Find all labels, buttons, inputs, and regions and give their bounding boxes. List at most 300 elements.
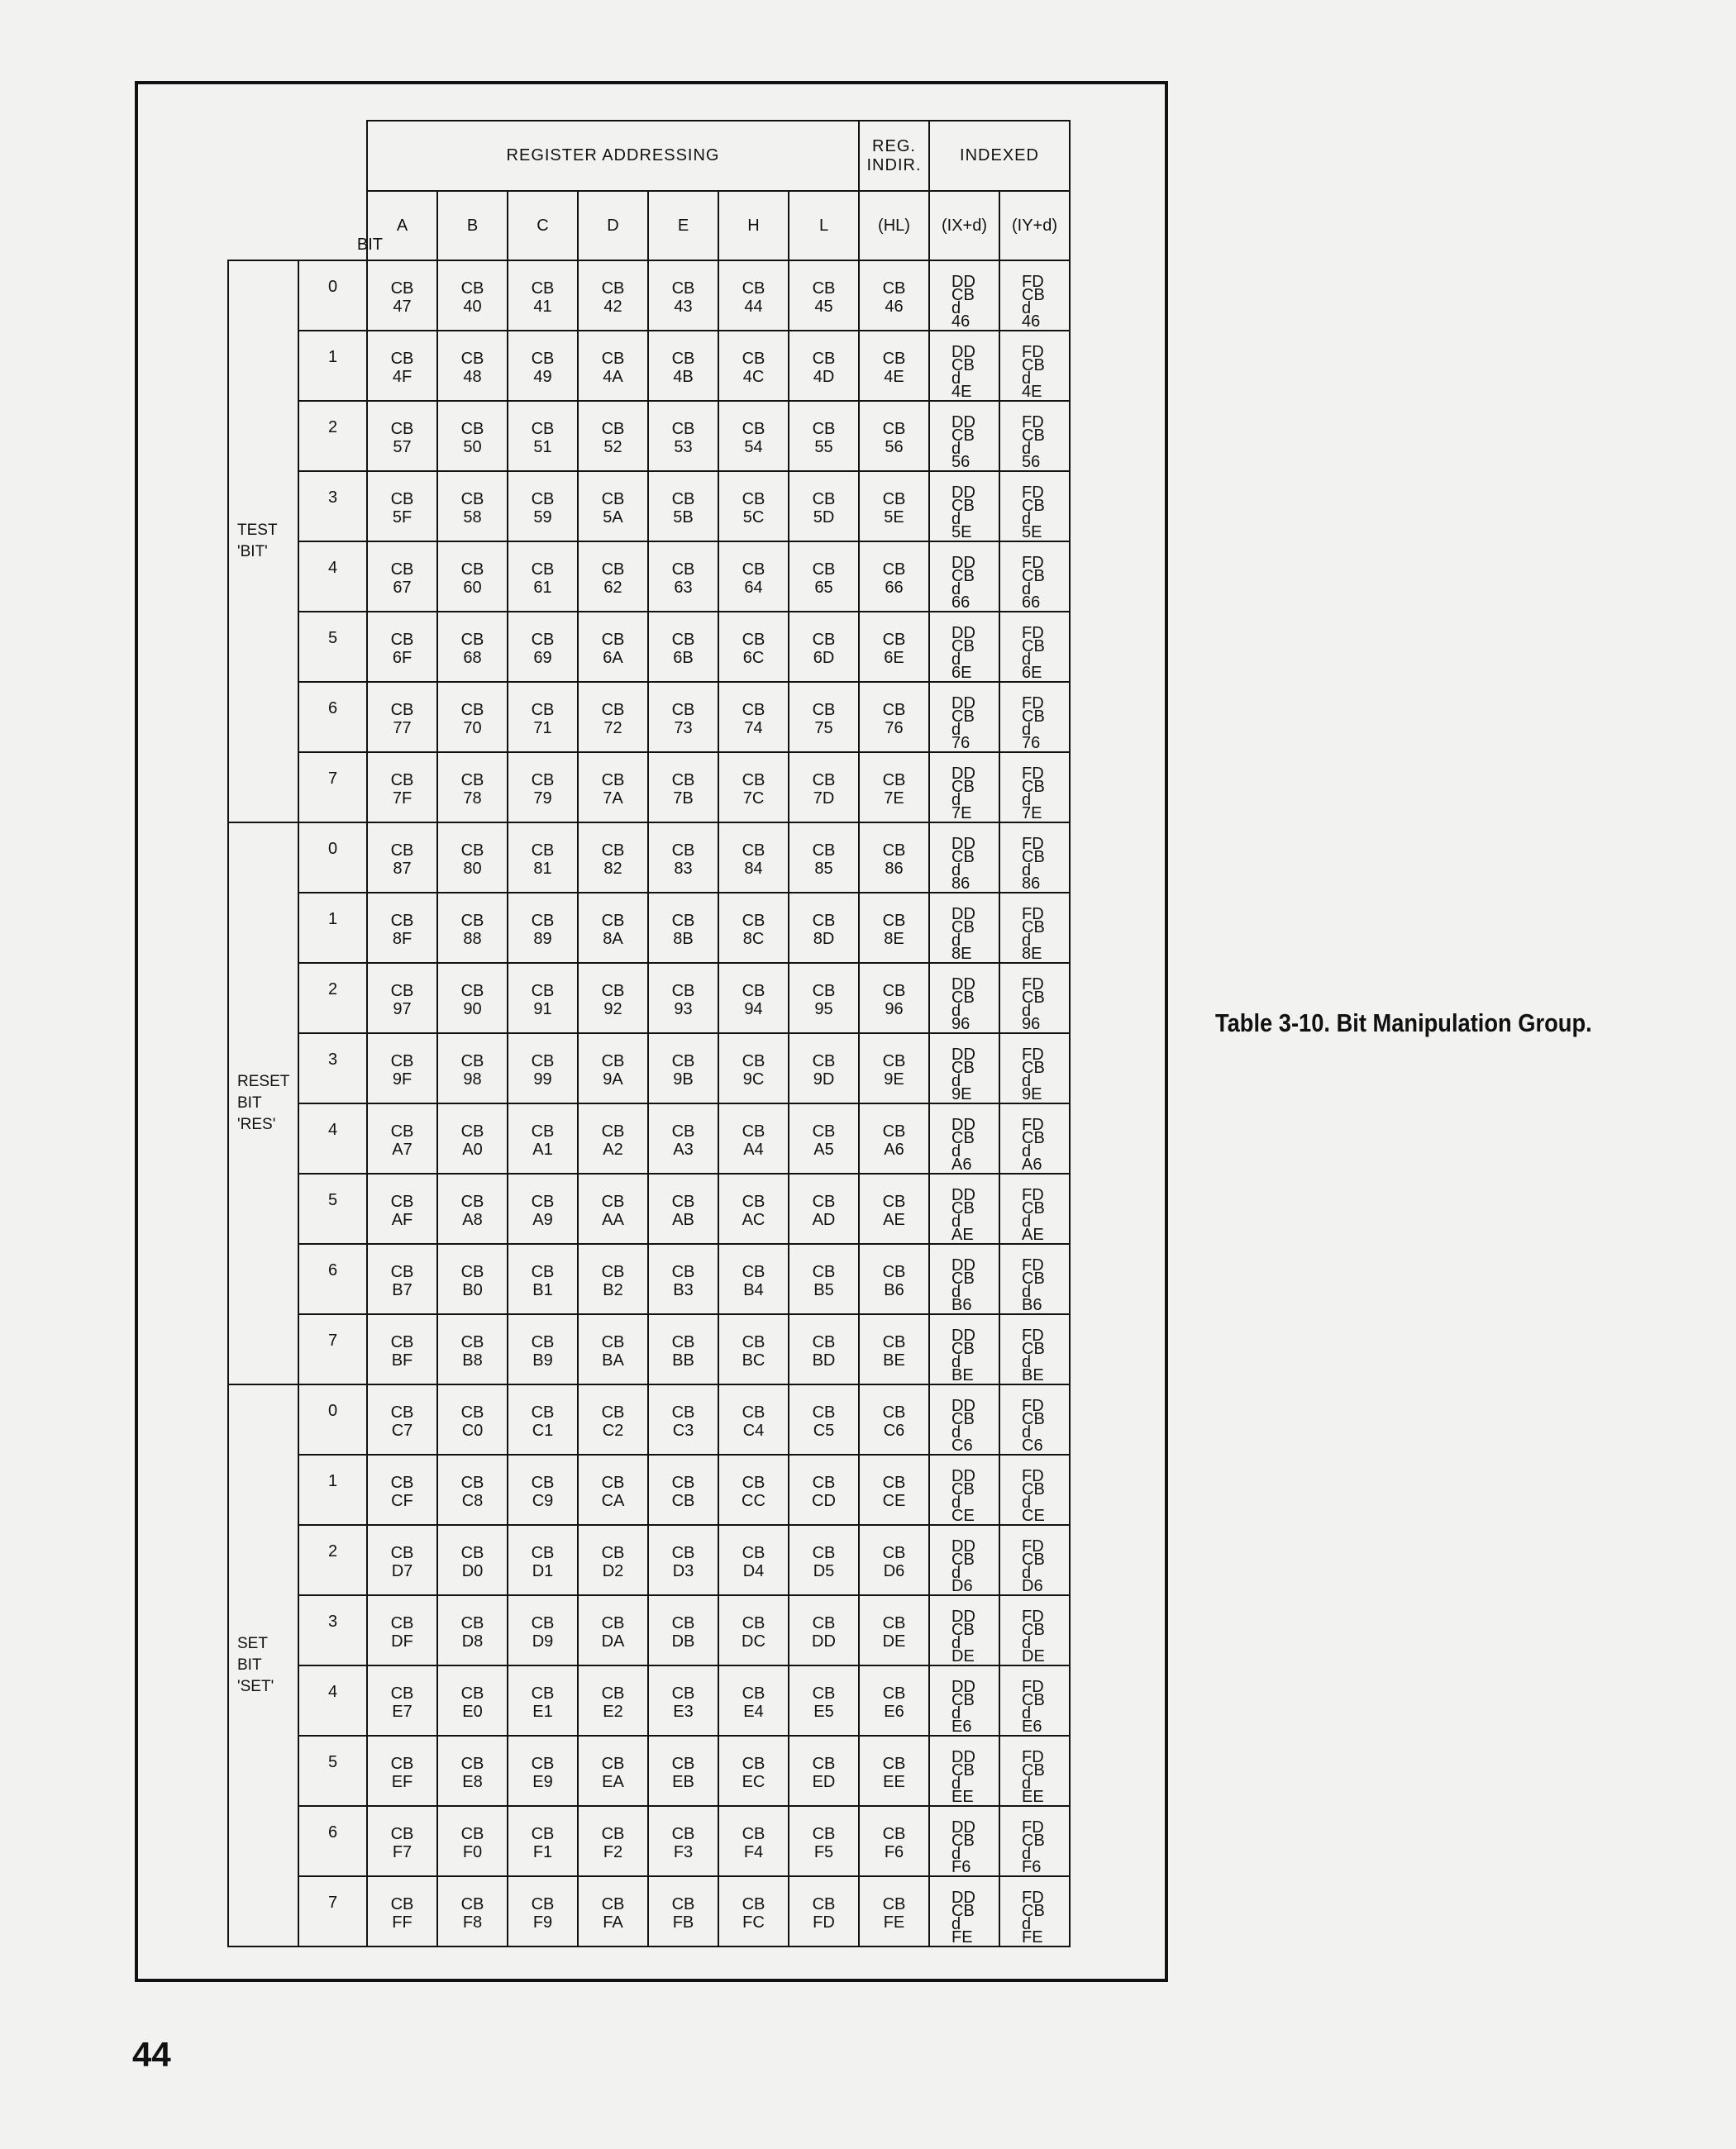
bit-number: 1 <box>298 893 367 963</box>
table-caption: Table 3-10. Bit Manipulation Group. <box>1215 1008 1592 1037</box>
opcode-prefix: CB <box>882 560 906 579</box>
opcode-prefix: CB <box>1022 1832 1045 1850</box>
displacement: d <box>951 369 961 388</box>
opcode-value: 80 <box>463 860 482 878</box>
opcode-cell <box>578 1736 648 1806</box>
opcode-value: 72 <box>603 719 622 737</box>
opcode-value: 94 <box>744 1000 763 1018</box>
opcode-cell <box>789 1103 859 1174</box>
table-row <box>228 1736 1070 1806</box>
displacement: d <box>1022 1775 1032 1793</box>
opcode-value: DB <box>671 1632 695 1651</box>
opcode-cell <box>859 1525 929 1595</box>
displacement: d <box>951 1142 961 1160</box>
opcode-prefix: CB <box>882 1614 906 1632</box>
opcode-value: BE <box>883 1351 905 1370</box>
indexed-cell-iy <box>999 1595 1070 1665</box>
opcode-value: 56 <box>1022 453 1041 471</box>
indexed-cell-iy <box>999 893 1070 963</box>
table-row <box>228 1384 1070 1455</box>
opcode-value: E4 <box>743 1703 764 1721</box>
opcode-cell <box>508 1103 578 1174</box>
opcode-prefix: CB <box>812 631 836 649</box>
opcode-value: ED <box>812 1773 836 1791</box>
opcode-prefix: CB <box>531 982 555 1000</box>
opcode-prefix: CB <box>882 771 906 789</box>
opcode-prefix: CB <box>1022 356 1045 374</box>
index-prefix: FD <box>1022 835 1044 853</box>
opcode-cell <box>508 331 578 401</box>
opcode-cell <box>437 471 508 541</box>
opcode-value: 56 <box>951 453 971 471</box>
opcode-prefix: CB <box>951 1059 975 1077</box>
opcode-prefix: CB <box>671 420 695 438</box>
table-row <box>228 471 1070 541</box>
indexed-cell-ix <box>929 963 999 1033</box>
opcode-cell <box>367 541 437 612</box>
opcode-value: 43 <box>674 298 693 316</box>
table-row <box>228 1455 1070 1525</box>
opcode-cell <box>508 893 578 963</box>
opcode-cell <box>789 963 859 1033</box>
opcode-prefix: CB <box>671 490 695 508</box>
opcode-prefix: CB <box>951 1340 975 1358</box>
indexed-cell-iy <box>999 1736 1070 1806</box>
opcode-cell <box>578 963 648 1033</box>
opcode-cell <box>718 1244 789 1314</box>
opcode-prefix: CB <box>390 1614 414 1632</box>
table-row <box>228 1525 1070 1595</box>
opcode-value: 85 <box>814 860 833 878</box>
opcode-cell <box>859 822 929 893</box>
opcode-value: DD <box>812 1632 836 1651</box>
opcode-cell <box>437 401 508 471</box>
opcode-value: C6 <box>883 1422 905 1440</box>
opcode-value: E9 <box>532 1773 553 1791</box>
opcode-value: 4F <box>392 368 413 386</box>
bit-number: 4 <box>298 541 367 612</box>
opcode-value: F2 <box>603 1843 623 1861</box>
opcode-cell <box>648 682 718 752</box>
opcode-prefix: CB <box>601 560 625 579</box>
opcode-prefix: CB <box>460 1825 484 1843</box>
opcode-prefix: CB <box>951 708 975 726</box>
index-prefix: FD <box>1022 1678 1044 1696</box>
opcode-cell <box>437 541 508 612</box>
opcode-cell <box>508 1244 578 1314</box>
opcode-cell <box>789 682 859 752</box>
index-prefix: FD <box>1022 694 1044 712</box>
group-label-line: BIT <box>237 1656 262 1674</box>
opcode-value: E2 <box>603 1703 623 1721</box>
opcode-prefix: CB <box>1022 708 1045 726</box>
opcode-value: C8 <box>461 1492 484 1510</box>
opcode-cell <box>648 260 718 331</box>
opcode-cell <box>508 1033 578 1103</box>
displacement: d <box>951 1213 961 1231</box>
opcode-value: C7 <box>391 1422 413 1440</box>
opcode-prefix: CB <box>882 1544 906 1562</box>
opcode-prefix: CB <box>390 1403 414 1422</box>
opcode-prefix: CB <box>812 982 836 1000</box>
column-header: (HL) <box>859 191 929 260</box>
opcode-prefix: CB <box>742 1122 765 1141</box>
opcode-value: 61 <box>533 579 552 597</box>
opcode-prefix: CB <box>742 1684 765 1703</box>
opcode-value: 9F <box>392 1070 413 1089</box>
opcode-value: A6 <box>951 1156 972 1174</box>
opcode-cell <box>578 1806 648 1876</box>
opcode-value: E1 <box>532 1703 553 1721</box>
opcode-prefix: CB <box>460 982 484 1000</box>
displacement: d <box>951 1704 961 1723</box>
opcode-value: 86 <box>951 874 971 893</box>
bit-number: 5 <box>298 612 367 682</box>
bit-number: 1 <box>298 1455 367 1525</box>
opcode-value: 90 <box>463 1000 482 1018</box>
opcode-value: 8E <box>1022 945 1042 963</box>
opcode-cell <box>648 541 718 612</box>
opcode-cell <box>367 1806 437 1876</box>
opcode-cell <box>367 1033 437 1103</box>
opcode-prefix: CB <box>460 1614 484 1632</box>
opcode-prefix: CB <box>531 701 555 719</box>
opcode-prefix: CB <box>531 1544 555 1562</box>
opcode-value: FC <box>742 1913 765 1932</box>
opcode-cell <box>648 1174 718 1244</box>
opcode-value: 46 <box>1022 312 1041 331</box>
indexed-cell-ix <box>929 1244 999 1314</box>
opcode-value: A0 <box>462 1141 483 1159</box>
opcode-cell <box>437 1244 508 1314</box>
opcode-prefix: CB <box>951 356 975 374</box>
indexed-cell-ix <box>929 822 999 893</box>
opcode-cell <box>789 1806 859 1876</box>
opcode-prefix: CB <box>601 1263 625 1281</box>
index-prefix: DD <box>951 1608 975 1626</box>
opcode-prefix: CB <box>601 1333 625 1351</box>
opcode-value: 98 <box>463 1070 482 1089</box>
opcode-cell <box>437 1595 508 1665</box>
displacement: d <box>951 440 961 458</box>
opcode-prefix: CB <box>460 841 484 860</box>
opcode-prefix: CB <box>601 701 625 719</box>
opcode-cell <box>367 1876 437 1946</box>
opcode-value: 4E <box>951 383 972 401</box>
opcode-value: 62 <box>603 579 622 597</box>
opcode-value: F0 <box>462 1843 483 1861</box>
table-row <box>228 1103 1070 1174</box>
opcode-prefix: CB <box>1022 1551 1045 1569</box>
index-prefix: FD <box>1022 1256 1044 1275</box>
opcode-cell <box>508 682 578 752</box>
opcode-value: C6 <box>1022 1437 1043 1455</box>
opcode-prefix: CB <box>390 490 414 508</box>
table-row <box>228 752 1070 822</box>
indexed-cell-iy <box>999 471 1070 541</box>
opcode-value: 45 <box>814 298 833 316</box>
opcode-value: 96 <box>885 1000 904 1018</box>
opcode-prefix: CB <box>951 1832 975 1850</box>
opcode-prefix: CB <box>671 1263 695 1281</box>
opcode-prefix: CB <box>1022 1691 1045 1709</box>
opcode-prefix: CB <box>460 631 484 649</box>
opcode-value: 87 <box>393 860 412 878</box>
indexed-cell-ix <box>929 612 999 682</box>
opcode-value: FE <box>1022 1928 1043 1946</box>
opcode-prefix: CB <box>601 420 625 438</box>
opcode-value: A8 <box>462 1211 483 1229</box>
group-label <box>228 1384 298 1946</box>
opcode-cell <box>859 752 929 822</box>
opcode-value: EA <box>602 1773 624 1791</box>
opcode-prefix: CB <box>1022 848 1045 866</box>
opcode-cell <box>859 541 929 612</box>
opcode-cell <box>437 752 508 822</box>
bit-number: 0 <box>298 1384 367 1455</box>
opcode-value: B0 <box>462 1281 483 1299</box>
opcode-cell <box>367 1384 437 1455</box>
opcode-cell <box>578 822 648 893</box>
opcode-cell <box>648 401 718 471</box>
opcode-cell <box>718 682 789 752</box>
opcode-value: FF <box>392 1913 413 1932</box>
opcode-cell <box>367 682 437 752</box>
displacement: d <box>1022 1564 1032 1582</box>
index-prefix: DD <box>951 413 975 431</box>
opcode-value: 7A <box>603 789 623 808</box>
opcode-cell <box>437 1103 508 1174</box>
index-prefix: DD <box>951 1467 975 1485</box>
opcode-value: 5E <box>884 508 904 527</box>
opcode-value: A2 <box>603 1141 623 1159</box>
opcode-cell <box>437 612 508 682</box>
bit-number: 6 <box>298 682 367 752</box>
bit-number: 6 <box>298 1806 367 1876</box>
opcode-prefix: CB <box>531 1193 555 1211</box>
opcode-cell <box>718 1876 789 1946</box>
opcode-value: 8B <box>673 930 694 948</box>
index-prefix: DD <box>951 1397 975 1415</box>
opcode-value: A6 <box>884 1141 904 1159</box>
indexed-cell-ix <box>929 1174 999 1244</box>
opcode-value: 6D <box>813 649 835 667</box>
opcode-value: 7B <box>673 789 694 808</box>
indexed-cell-ix <box>929 541 999 612</box>
opcode-value: C1 <box>532 1422 554 1440</box>
opcode-prefix: CB <box>812 560 836 579</box>
opcode-value: CD <box>812 1492 836 1510</box>
opcode-cell <box>367 1103 437 1174</box>
opcode-cell <box>859 1314 929 1384</box>
opcode-prefix: CB <box>460 350 484 368</box>
displacement: d <box>951 932 961 950</box>
opcode-value: 41 <box>533 298 552 316</box>
displacement: d <box>1022 650 1032 669</box>
opcode-value: A5 <box>813 1141 834 1159</box>
opcode-cell <box>718 1525 789 1595</box>
opcode-prefix: CB <box>671 1122 695 1141</box>
index-prefix: FD <box>1022 484 1044 502</box>
opcode-prefix: CB <box>390 420 414 438</box>
opcode-value: 83 <box>674 860 693 878</box>
opcode-value: 71 <box>533 719 552 737</box>
opcode-prefix: CB <box>882 1684 906 1703</box>
opcode-prefix: CB <box>671 982 695 1000</box>
opcode-value: D2 <box>602 1562 624 1580</box>
opcode-cell <box>578 331 648 401</box>
opcode-value: D1 <box>532 1562 554 1580</box>
opcode-value: C2 <box>602 1422 624 1440</box>
opcode-cell <box>367 1595 437 1665</box>
opcode-prefix: CB <box>951 778 975 796</box>
table-row <box>228 1244 1070 1314</box>
opcode-value: AD <box>812 1211 836 1229</box>
index-prefix: DD <box>951 343 975 361</box>
opcode-value: D3 <box>672 1562 694 1580</box>
opcode-value: E6 <box>951 1718 972 1736</box>
opcode-prefix: CB <box>812 279 836 298</box>
opcode-cell <box>718 260 789 331</box>
opcode-prefix: CB <box>742 1333 765 1351</box>
displacement: d <box>1022 440 1032 458</box>
opcode-value: D6 <box>951 1577 973 1595</box>
opcode-value: EF <box>391 1773 413 1791</box>
opcode-value: AC <box>742 1211 765 1229</box>
opcode-value: 7D <box>813 789 835 808</box>
opcode-prefix: CB <box>531 1403 555 1422</box>
opcode-cell <box>859 1033 929 1103</box>
opcode-prefix: CB <box>460 1474 484 1492</box>
opcode-cell <box>578 682 648 752</box>
index-prefix: DD <box>951 835 975 853</box>
opcode-prefix: CB <box>812 1403 836 1422</box>
opcode-value: A3 <box>673 1141 694 1159</box>
column-header: A <box>367 191 437 260</box>
opcode-value: D4 <box>742 1562 765 1580</box>
opcode-prefix: CB <box>390 1544 414 1562</box>
opcode-value: 48 <box>463 368 482 386</box>
bit-number: 7 <box>298 1876 367 1946</box>
column-header: C <box>508 191 578 260</box>
column-header: D <box>578 191 648 260</box>
opcode-prefix: CB <box>882 1825 906 1843</box>
opcode-prefix: CB <box>742 1052 765 1070</box>
opcode-value: 4E <box>884 368 904 386</box>
displacement: d <box>1022 1353 1032 1371</box>
opcode-cell <box>648 752 718 822</box>
indexed-cell-iy <box>999 401 1070 471</box>
opcode-cell <box>437 1736 508 1806</box>
opcode-value: 57 <box>393 438 412 456</box>
displacement: d <box>1022 1704 1032 1723</box>
opcode-prefix: CB <box>1022 778 1045 796</box>
opcode-cell <box>508 260 578 331</box>
opcode-prefix: CB <box>882 350 906 368</box>
opcode-prefix: CB <box>601 631 625 649</box>
opcode-prefix: CB <box>882 912 906 930</box>
displacement: d <box>951 721 961 739</box>
bit-number: 7 <box>298 752 367 822</box>
opcode-cell <box>789 612 859 682</box>
index-prefix: DD <box>951 624 975 642</box>
opcode-value: 6E <box>1022 664 1042 682</box>
opcode-prefix: CB <box>1022 1270 1045 1288</box>
opcode-cell <box>508 612 578 682</box>
opcode-prefix: CB <box>1022 1410 1045 1428</box>
index-prefix: DD <box>951 484 975 502</box>
opcode-prefix: CB <box>601 1825 625 1843</box>
opcode-prefix: CB <box>531 420 555 438</box>
bit-number: 6 <box>298 1244 367 1314</box>
opcode-prefix: CB <box>460 279 484 298</box>
opcode-cell <box>367 260 437 331</box>
opcode-prefix: CB <box>1022 497 1045 515</box>
indexed-cell-iy <box>999 682 1070 752</box>
indexed-cell-ix <box>929 682 999 752</box>
opcode-value: DE <box>882 1632 906 1651</box>
opcode-cell <box>789 893 859 963</box>
opcode-cell <box>578 1665 648 1736</box>
opcode-cell <box>718 1103 789 1174</box>
opcode-cell <box>508 541 578 612</box>
opcode-prefix: CB <box>531 771 555 789</box>
opcode-cell <box>718 1806 789 1876</box>
indexed-cell-ix <box>929 1876 999 1946</box>
index-prefix: FD <box>1022 413 1044 431</box>
opcode-value: 6C <box>742 649 765 667</box>
group-label-line: SET <box>237 1635 268 1652</box>
opcode-prefix: CB <box>671 1684 695 1703</box>
opcode-prefix: CB <box>1022 1129 1045 1147</box>
index-prefix: FD <box>1022 905 1044 923</box>
opcode-value: 95 <box>814 1000 833 1018</box>
opcode-value: EB <box>672 1773 694 1791</box>
opcode-value: E6 <box>1022 1718 1042 1736</box>
opcode-prefix: CB <box>812 1895 836 1913</box>
opcode-value: 88 <box>463 930 482 948</box>
opcode-prefix: CB <box>742 420 765 438</box>
column-header: H <box>718 191 789 260</box>
opcode-value: 7E <box>951 804 972 822</box>
opcode-value: 6B <box>673 649 694 667</box>
opcode-cell <box>508 1876 578 1946</box>
index-prefix: FD <box>1022 343 1044 361</box>
opcode-prefix: CB <box>460 1544 484 1562</box>
opcode-prefix: CB <box>460 1263 484 1281</box>
opcode-value: F1 <box>532 1843 553 1861</box>
opcode-prefix: CB <box>1022 1621 1045 1639</box>
opcode-prefix: CB <box>531 631 555 649</box>
displacement: d <box>951 1634 961 1652</box>
indexed-cell-ix <box>929 1736 999 1806</box>
opcode-prefix: CB <box>531 279 555 298</box>
opcode-prefix: CB <box>1022 1902 1045 1920</box>
opcode-prefix: CB <box>460 490 484 508</box>
opcode-value: 56 <box>885 438 904 456</box>
opcode-value: CE <box>1022 1507 1045 1525</box>
opcode-cell <box>648 1806 718 1876</box>
opcode-cell <box>508 1665 578 1736</box>
opcode-prefix: CB <box>671 1825 695 1843</box>
opcode-prefix: CB <box>531 1263 555 1281</box>
opcode-prefix: CB <box>882 982 906 1000</box>
opcode-prefix: CB <box>882 841 906 860</box>
opcode-prefix: CB <box>671 771 695 789</box>
opcode-prefix: CB <box>671 1895 695 1913</box>
opcode-cell <box>367 1665 437 1736</box>
opcode-value: FE <box>951 1928 973 1946</box>
